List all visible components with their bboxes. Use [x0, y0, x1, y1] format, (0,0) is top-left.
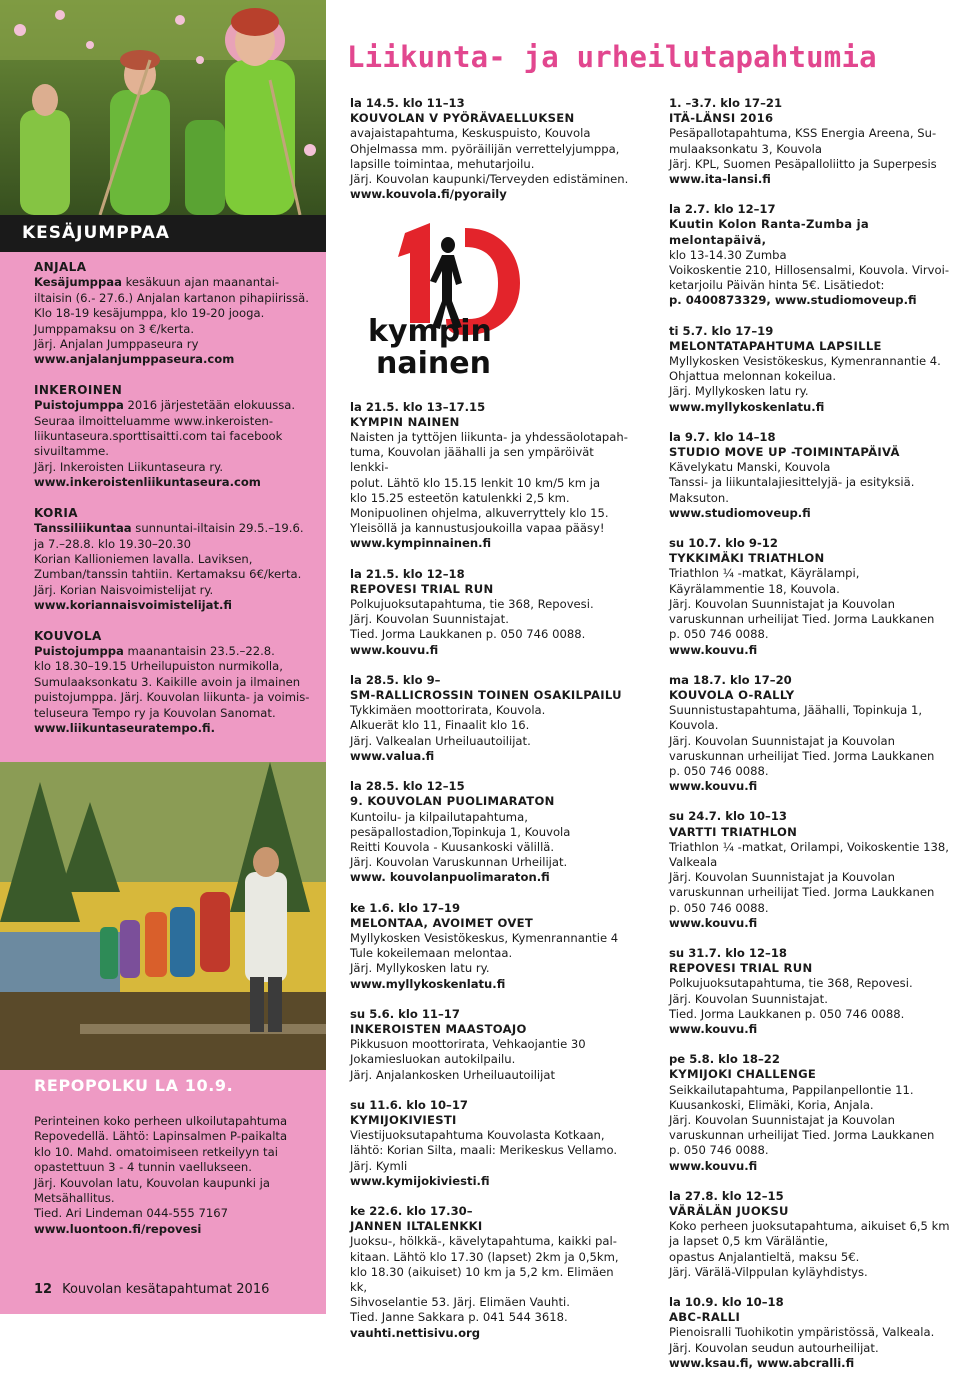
event-line: klo 15.25 esteetön katulenkki 2,5 km.	[350, 490, 570, 505]
event-line: Järj. Kouvolan Suunnistajat ja Kouvolan	[669, 596, 895, 611]
event-line: Järj. Kouvolan Suunnistajat ja Kouvolan	[669, 733, 895, 748]
event-line: ja lapset 0,5 km Väräläntie,	[669, 1234, 829, 1249]
event-line: Alkuerät klo 11, Finaalit klo 16.	[350, 718, 530, 733]
event-title: INKEROISTEN MAASTOAJO	[350, 1021, 527, 1036]
event-line: Triathlon ¼ -matkat, Käyrälampi,	[669, 566, 860, 581]
event-line: kitaan. Lähtö klo 17.30 (lapset) 2km ja 0,5km,	[350, 1249, 619, 1264]
event-date: la 21.5. klo 12–18	[350, 566, 465, 581]
section-line	[34, 675, 314, 690]
sidebar-section	[34, 260, 314, 368]
events-column-1	[350, 96, 632, 1356]
section-line	[34, 567, 314, 582]
event-url: www.myllykoskenlatu.fi	[350, 976, 506, 991]
event-line: varuskunnan urheilijat Tied. Jorma Laukkanen	[669, 1128, 935, 1143]
event-item	[669, 1052, 951, 1174]
event-line: lähtö: Korian Silta, maali: Merikeskus Vellamo.	[350, 1143, 618, 1158]
event-date: 1. –3.7. klo 17–21	[669, 96, 783, 110]
event-item	[669, 536, 951, 658]
event-item	[669, 946, 951, 1037]
event-line: Järj. Kymli	[350, 1158, 408, 1173]
hiking-photo	[0, 762, 326, 1070]
event-line: Pienoisralli Tuohikotin ympäristössä, Valkeala.	[669, 1325, 935, 1340]
section-line	[34, 552, 314, 567]
event-item	[350, 901, 632, 992]
logo-word-1: kympin	[368, 314, 492, 350]
event-item	[350, 1007, 632, 1083]
event-line: mulaaksonkatu 3, Kouvola	[669, 141, 822, 156]
page-footer	[34, 1282, 269, 1297]
event-item	[669, 1189, 951, 1280]
event-title: JANNEN ILTALENKKI	[350, 1219, 483, 1234]
section-band	[0, 215, 326, 252]
event-date: su 5.6. klo 11–17	[350, 1006, 460, 1021]
event-url: www.kympinnainen.fi	[350, 536, 492, 551]
line-rest: 2016 järjestetään elokuussa.	[123, 398, 296, 413]
event-line: Jokamiesluokan autokilpailu.	[350, 1052, 516, 1067]
repopolku-line: Repovedellä. Lähtö: Lapinsalmen P-paikalta	[34, 1129, 288, 1144]
event-item	[350, 96, 632, 202]
section-line	[34, 398, 314, 413]
group-exercise-photo	[0, 0, 326, 215]
event-title: MELONTATAPAHTUMA LAPSILLE	[669, 338, 882, 353]
event-line: Sihvoselantie 53. Järj. Elimäen Vauhti.	[350, 1295, 570, 1310]
logo-word-2: nainen	[376, 346, 491, 382]
section-line	[34, 306, 314, 321]
event-url: www.valua.fi	[350, 748, 435, 763]
repopolku-url: www.luontoon.fi/repovesi	[34, 1221, 202, 1236]
section-line	[34, 444, 314, 459]
event-date: la 14.5. klo 11–13	[350, 96, 465, 110]
page-number: 12	[34, 1282, 53, 1297]
section-line	[34, 429, 314, 444]
line-text: teluseura Tempo ry ja Kouvolan Sanomat.	[34, 705, 276, 720]
event-date: la 28.5. klo 12–15	[350, 779, 465, 794]
event-line: Tied. Jorma Laukkanen p. 050 746 0088.	[669, 1006, 905, 1021]
section-heading: KOUVOLA	[34, 628, 102, 643]
line-text: iltaisin (6.- 27.6.) Anjalan kartanon pihapiirissä.	[34, 290, 309, 305]
event-line: Viestijuoksutapahtuma Kouvolasta Kotkaan,	[350, 1128, 605, 1143]
event-line: Järj. Kouvolan seudun autourheilijat.	[669, 1340, 879, 1355]
events-column-2	[669, 96, 951, 1386]
event-line: Järj. Värälä-Vilppulan kyläyhdistys.	[669, 1264, 868, 1279]
event-line: Järj. Kouvolan kaupunki/Terveyden edistäminen.	[350, 172, 629, 187]
event-title: KYMIJOKI CHALLENGE	[669, 1067, 817, 1082]
event-url: www.kouvu.fi	[669, 642, 758, 657]
event-line: lapsille toimintaa, mehutarjoilu.	[350, 156, 535, 171]
event-date: la 2.7. klo 12–17	[669, 202, 776, 217]
event-item	[350, 400, 632, 552]
event-date: su 11.6. klo 10–17	[350, 1097, 468, 1112]
event-line: pesäpallostadion,Topinkuja 1, Kouvola	[350, 824, 571, 839]
line-text: www.koriannaisvoimistelijat.fi	[34, 598, 233, 613]
event-line: avajaistapahtuma, Keskuspuisto, Kouvola	[350, 126, 591, 141]
section-heading: KORIA	[34, 505, 78, 520]
section-line	[34, 521, 314, 536]
event-title: 9. KOUVOLAN PUOLIMARATON	[350, 794, 555, 809]
event-line: Reitti Kouvola - Kuusankoski välillä.	[350, 839, 555, 854]
event-line: Polkujuoksutapahtuma, tie 368, Repovesi.	[669, 976, 913, 991]
event-date: su 24.7. klo 10–13	[669, 809, 787, 824]
event-line: Myllykosken Vesistökeskus, Kymenrannantie 4.	[669, 354, 941, 369]
event-line: Tule kokeilemaan melontaa.	[350, 946, 513, 961]
line-rest: sunnuntai-iltaisin 29.5.–19.6.	[131, 521, 304, 536]
line-text: www.inkeroistenliikuntaseura.com	[34, 475, 261, 490]
event-url: www.kymijokiviesti.fi	[350, 1173, 490, 1188]
event-item	[350, 567, 632, 658]
event-item	[669, 430, 951, 521]
event-url: www. kouvolanpuolimaraton.fi	[350, 870, 550, 885]
event-line: Pesäpallotapahtuma, KSS Energia Areena, Su-	[669, 126, 937, 141]
line-text: Sumulaaksonkatu 3. Kaikille avoin ja ilmainen	[34, 674, 301, 689]
line-text: Zumban/tanssin tahtiin. Kertamaksu 6€/kerta.	[34, 567, 302, 582]
event-line: Triathlon ¼ -matkat, Orilampi, Voikoskentie 138,	[669, 839, 949, 854]
event-line: Yleisöllä ja kannustusjoukoilla vapaa pääsy!	[350, 521, 605, 536]
event-title: VÄRÄLÄN JUOKSU	[669, 1204, 789, 1218]
sidebar-section	[34, 383, 314, 491]
event-date: ma 18.7. klo 17–20	[669, 672, 792, 687]
event-url: www.kouvu.fi	[669, 1158, 758, 1173]
event-item	[669, 1295, 951, 1371]
line-text: puistojumppa. Järj. Kouvolan liikunta- ja voimis-	[34, 690, 310, 705]
event-url: www.kouvola.fi/pyoraily	[350, 187, 507, 202]
kympin-nainen-logo	[350, 223, 530, 381]
event-line: klo 18.30 (aikuiset) 10 km ja 5,2 km. Elimäen kk,	[350, 1264, 614, 1294]
line-rest: kesäkuun ajan maanantai-	[121, 275, 280, 290]
event-item	[669, 809, 951, 931]
page-title: Liikunta- ja urheilutapahtumia	[347, 40, 877, 74]
event-line: opastus Anjalantieltä, maksu 5€.	[669, 1249, 860, 1264]
event-line: Myllykosken Vesistökeskus, Kymenrannantie 4	[350, 930, 619, 945]
event-line: p. 050 746 0088.	[669, 627, 769, 642]
event-url: www.ksau.fi, www.abcralli.fi	[669, 1355, 855, 1370]
event-url: www.ita-lansi.fi	[669, 172, 771, 187]
event-line: Suunnistustapahtuma, Jäähalli, Topinkuja 1,	[669, 703, 923, 718]
event-title: SM-RALLICROSSIN TOINEN OSAKILPAILU	[350, 688, 622, 703]
event-line: Ohjattua melonnan kokeilua.	[669, 369, 837, 384]
line-text: sivuiltamme.	[34, 444, 109, 459]
section-line	[34, 690, 314, 705]
repopolku-body	[34, 1114, 314, 1237]
event-line: Käyrälammentie 18, Kouvola.	[669, 581, 840, 596]
section-line	[34, 414, 314, 429]
line-text: Klo 18-19 kesäjumppa, klo 19-20 jooga.	[34, 306, 265, 321]
event-line: Järj. Myllykosken latu ry.	[669, 384, 809, 399]
event-line: Tied. Janne Sakkara p. 041 544 3618.	[350, 1310, 568, 1325]
event-url: www.kouvu.fi	[669, 779, 758, 794]
section-line	[34, 659, 314, 674]
section-line	[34, 706, 314, 721]
event-url: www.kouvu.fi	[669, 915, 758, 930]
event-title: KYMIJOKIVIESTI	[350, 1112, 457, 1127]
repopolku-line: Tied. Ari Lindeman 044-555 7167	[34, 1206, 228, 1221]
event-line: Kuusankoski, Elimäki, Koria, Anjala.	[669, 1097, 874, 1112]
repopolku-line: Metsähallitus.	[34, 1191, 115, 1206]
event-item	[669, 96, 951, 187]
section-line	[34, 337, 314, 352]
event-title: VARTTI TRIATHLON	[669, 824, 798, 839]
event-line: Seikkailutapahtuma, Pappilanpellontie 11.	[669, 1082, 914, 1097]
event-item	[669, 324, 951, 415]
section-line	[34, 475, 314, 490]
event-url: www.myllykoskenlatu.fi	[669, 399, 825, 414]
sidebar-sections	[34, 260, 314, 736]
event-line: ketarjoilu Päivän hinta 5€. Lisätiedot:	[669, 278, 885, 293]
event-line: Valkeala	[669, 854, 718, 869]
event-line: Polkujuoksutapahtuma, tie 368, Repovesi.	[350, 597, 594, 612]
event-line: p. 050 746 0088.	[669, 1143, 769, 1158]
event-date: ke 1.6. klo 17–19	[350, 900, 461, 915]
event-line: Naisten ja tyttöjen liikunta- ja yhdessäolotapah-	[350, 430, 628, 445]
event-url: www.kouvu.fi	[669, 1021, 758, 1036]
event-line: Kuntoilu- ja kilpailutapahtuma,	[350, 809, 528, 824]
line-text: ja 7.–28.8. klo 19.30–20.30	[34, 536, 191, 551]
section-line	[34, 275, 314, 290]
section-line	[34, 291, 314, 306]
event-line: Monipuolinen ohjelma, alkuverryttely klo 15.	[350, 506, 609, 521]
line-text: Seuraa ilmoitteluamme www.inkeroisten-	[34, 413, 274, 428]
event-url: vauhti.nettisivu.org	[350, 1325, 481, 1340]
event-line: Järj. Kouvolan Suunnistajat ja Kouvolan	[669, 1112, 895, 1127]
event-title: REPOVESI TRIAL RUN	[669, 961, 813, 976]
event-date: la 10.9. klo 10–18	[669, 1295, 784, 1310]
event-date: su 31.7. klo 12–18	[669, 945, 787, 960]
event-line: Järj. Kouvolan Suunnistajat.	[669, 991, 828, 1006]
section-line	[34, 598, 314, 613]
section-line	[34, 352, 314, 367]
line-text: Jumppamaksu on 3 €/kerta.	[34, 321, 195, 336]
event-line: Pikkusuon moottorirata, Vehkaojantie 30	[350, 1037, 586, 1052]
line-text: www.liikuntaseuratempo.fi.	[34, 720, 216, 735]
line-text: Järj. Anjalan Jumppaseura ry	[34, 337, 199, 352]
event-line: Juoksu-, hölkkä-, kävelytapahtuma, kaikki pal-	[350, 1234, 617, 1249]
event-line: Kävelykatu Manski, Kouvola	[669, 460, 831, 475]
event-line: Tanssi- ja liikuntalajiesittelyjä- ja esityksiä.	[669, 475, 915, 490]
event-date: la 27.8. klo 12–15	[669, 1188, 784, 1203]
event-line: Tykkimäen moottorirata, Kouvola.	[350, 703, 546, 718]
sidebar	[0, 0, 326, 1314]
event-item	[350, 779, 632, 885]
event-item	[350, 1204, 632, 1341]
section-heading: INKEROINEN	[34, 382, 123, 397]
event-date: la 21.5. klo 13–17.15	[350, 399, 486, 414]
footer-text: Kouvolan kesätapahtumat 2016	[62, 1282, 270, 1297]
event-item	[669, 673, 951, 795]
line-text: klo 18.30–19.15 Urheilupuiston nurmikolla,	[34, 659, 283, 674]
event-url: p. 0400873329, www.studiomoveup.fi	[669, 293, 917, 308]
event-item	[350, 1098, 632, 1189]
event-line: klo 13-14.30 Zumba	[669, 247, 787, 262]
event-title: ABC-RALLI	[669, 1310, 741, 1325]
event-date: su 10.7. klo 9-12	[669, 536, 778, 551]
event-line: p. 050 746 0088.	[669, 900, 769, 915]
event-url: www.studiomoveup.fi	[669, 505, 811, 520]
line-text: Kesäjumppaa	[34, 275, 122, 290]
event-line: Tied. Jorma Laukkanen p. 050 746 0088.	[350, 627, 586, 642]
section-line	[34, 583, 314, 598]
event-title: MELONTAA, AVOIMET OVET	[350, 915, 534, 930]
section-title: KESÄJUMPPAA	[22, 223, 170, 243]
event-line: varuskunnan urheilijat Tied. Jorma Laukkanen	[669, 612, 935, 627]
line-rest: maanantaisin 23.5.–22.8.	[123, 643, 275, 658]
section-line	[34, 460, 314, 475]
line-text: Järj. Inkeroisten Liikuntaseura ry.	[34, 459, 224, 474]
event-title: TYKKIMÄKI TRIATHLON	[669, 551, 825, 566]
repopolku-line: Perinteinen koko perheen ulkoilutapahtuma	[34, 1114, 288, 1128]
line-text: www.anjalanjumppaseura.com	[34, 352, 235, 367]
event-date: pe 5.8. klo 18–22	[669, 1052, 780, 1067]
sidebar-section	[34, 629, 314, 737]
repopolku-line: Järj. Kouvolan latu, Kouvolan kaupunki ja	[34, 1175, 270, 1190]
section-line	[34, 322, 314, 337]
line-text: Korian Kallioniemen lavalla. Laviksen,	[34, 551, 253, 566]
event-line: p. 050 746 0088.	[669, 763, 769, 778]
event-line: varuskunnan urheilijat Tied. Jorma Laukkanen	[669, 885, 935, 900]
event-date: ti 5.7. klo 17–19	[669, 323, 774, 338]
repopolku-title: REPOPOLKU LA 10.9.	[34, 1076, 234, 1095]
event-line: Ohjelmassa mm. pyöräilijän verrettelyjumppa,	[350, 141, 620, 156]
event-line: Kouvola.	[669, 718, 719, 733]
event-line: Maksuton.	[669, 490, 729, 505]
event-line: Järj. Kouvolan Suunnistajat.	[350, 612, 509, 627]
event-item	[669, 202, 951, 308]
event-line: Järj. KPL, Suomen Pesäpalloliitto ja Superpesis	[669, 156, 937, 171]
event-url: www.kouvu.fi	[350, 642, 439, 657]
event-line: Koko perheen juoksutapahtuma, aikuiset 6,5 km	[669, 1219, 950, 1234]
event-line: varuskunnan urheilijat Tied. Jorma Laukkanen	[669, 748, 935, 763]
event-title: Kuutin Kolon Ranta-Zumba ja melontapäivä,	[669, 217, 870, 247]
event-title: REPOVESI TRIAL RUN	[350, 581, 494, 596]
repopolku-line: opastettuun 3 - 4 tunnin vaellukseen.	[34, 1160, 252, 1175]
section-line	[34, 721, 314, 736]
event-title: STUDIO MOVE UP -TOIMINTAPÄIVÄ	[669, 445, 900, 460]
event-line: Järj. Kouvolan Suunnistajat ja Kouvolan	[669, 870, 895, 885]
line-text: Puistojumppa	[34, 643, 124, 658]
event-date: ke 22.6. klo 17.30–	[350, 1203, 473, 1218]
repopolku-line: klo 10. Mahd. omatoimiseen retkeilyyn tai	[34, 1144, 278, 1159]
event-line: Järj. Valkealan Urheiluautoilijat.	[350, 733, 531, 748]
line-text: Järj. Korian Naisvoimistelijat ry.	[34, 582, 214, 597]
line-text: Puistojumppa	[34, 398, 124, 413]
event-date: la 9.7. klo 14–18	[669, 429, 776, 444]
event-line: Järj. Kouvolan Varuskunnan Urheilijat.	[350, 855, 568, 870]
sidebar-section	[34, 506, 314, 614]
event-date: la 28.5. klo 9–	[350, 672, 441, 687]
event-line: Järj. Anjalankosken Urheiluautoilijat	[350, 1067, 556, 1082]
event-title: KOUVOLA O-RALLY	[669, 687, 795, 702]
event-title: KOUVOLAN V PYÖRÄVAELLUKSEN	[350, 111, 575, 126]
event-title: KYMPIN NAINEN	[350, 414, 460, 429]
event-title: ITÄ-LÄNSI 2016	[669, 111, 774, 126]
section-line	[34, 644, 314, 659]
line-text: liikuntaseura.sporttisaitti.com tai facebook	[34, 429, 283, 444]
section-line	[34, 537, 314, 552]
event-line: Järj. Myllykosken latu ry.	[350, 961, 490, 976]
event-line: Voikoskentie 210, Hillosensalmi, Kouvola. Virvoi-	[669, 263, 950, 278]
event-line: polut. Lähtö klo 15.15 lenkit 10 km/5 km ja	[350, 475, 601, 490]
event-line: tuma, Kouvolan jäähalli ja sen ympäröivät lenkki-	[350, 445, 594, 475]
line-text: Tanssiliikuntaa	[34, 521, 132, 536]
event-item	[350, 673, 632, 764]
section-heading: ANJALA	[34, 260, 87, 274]
